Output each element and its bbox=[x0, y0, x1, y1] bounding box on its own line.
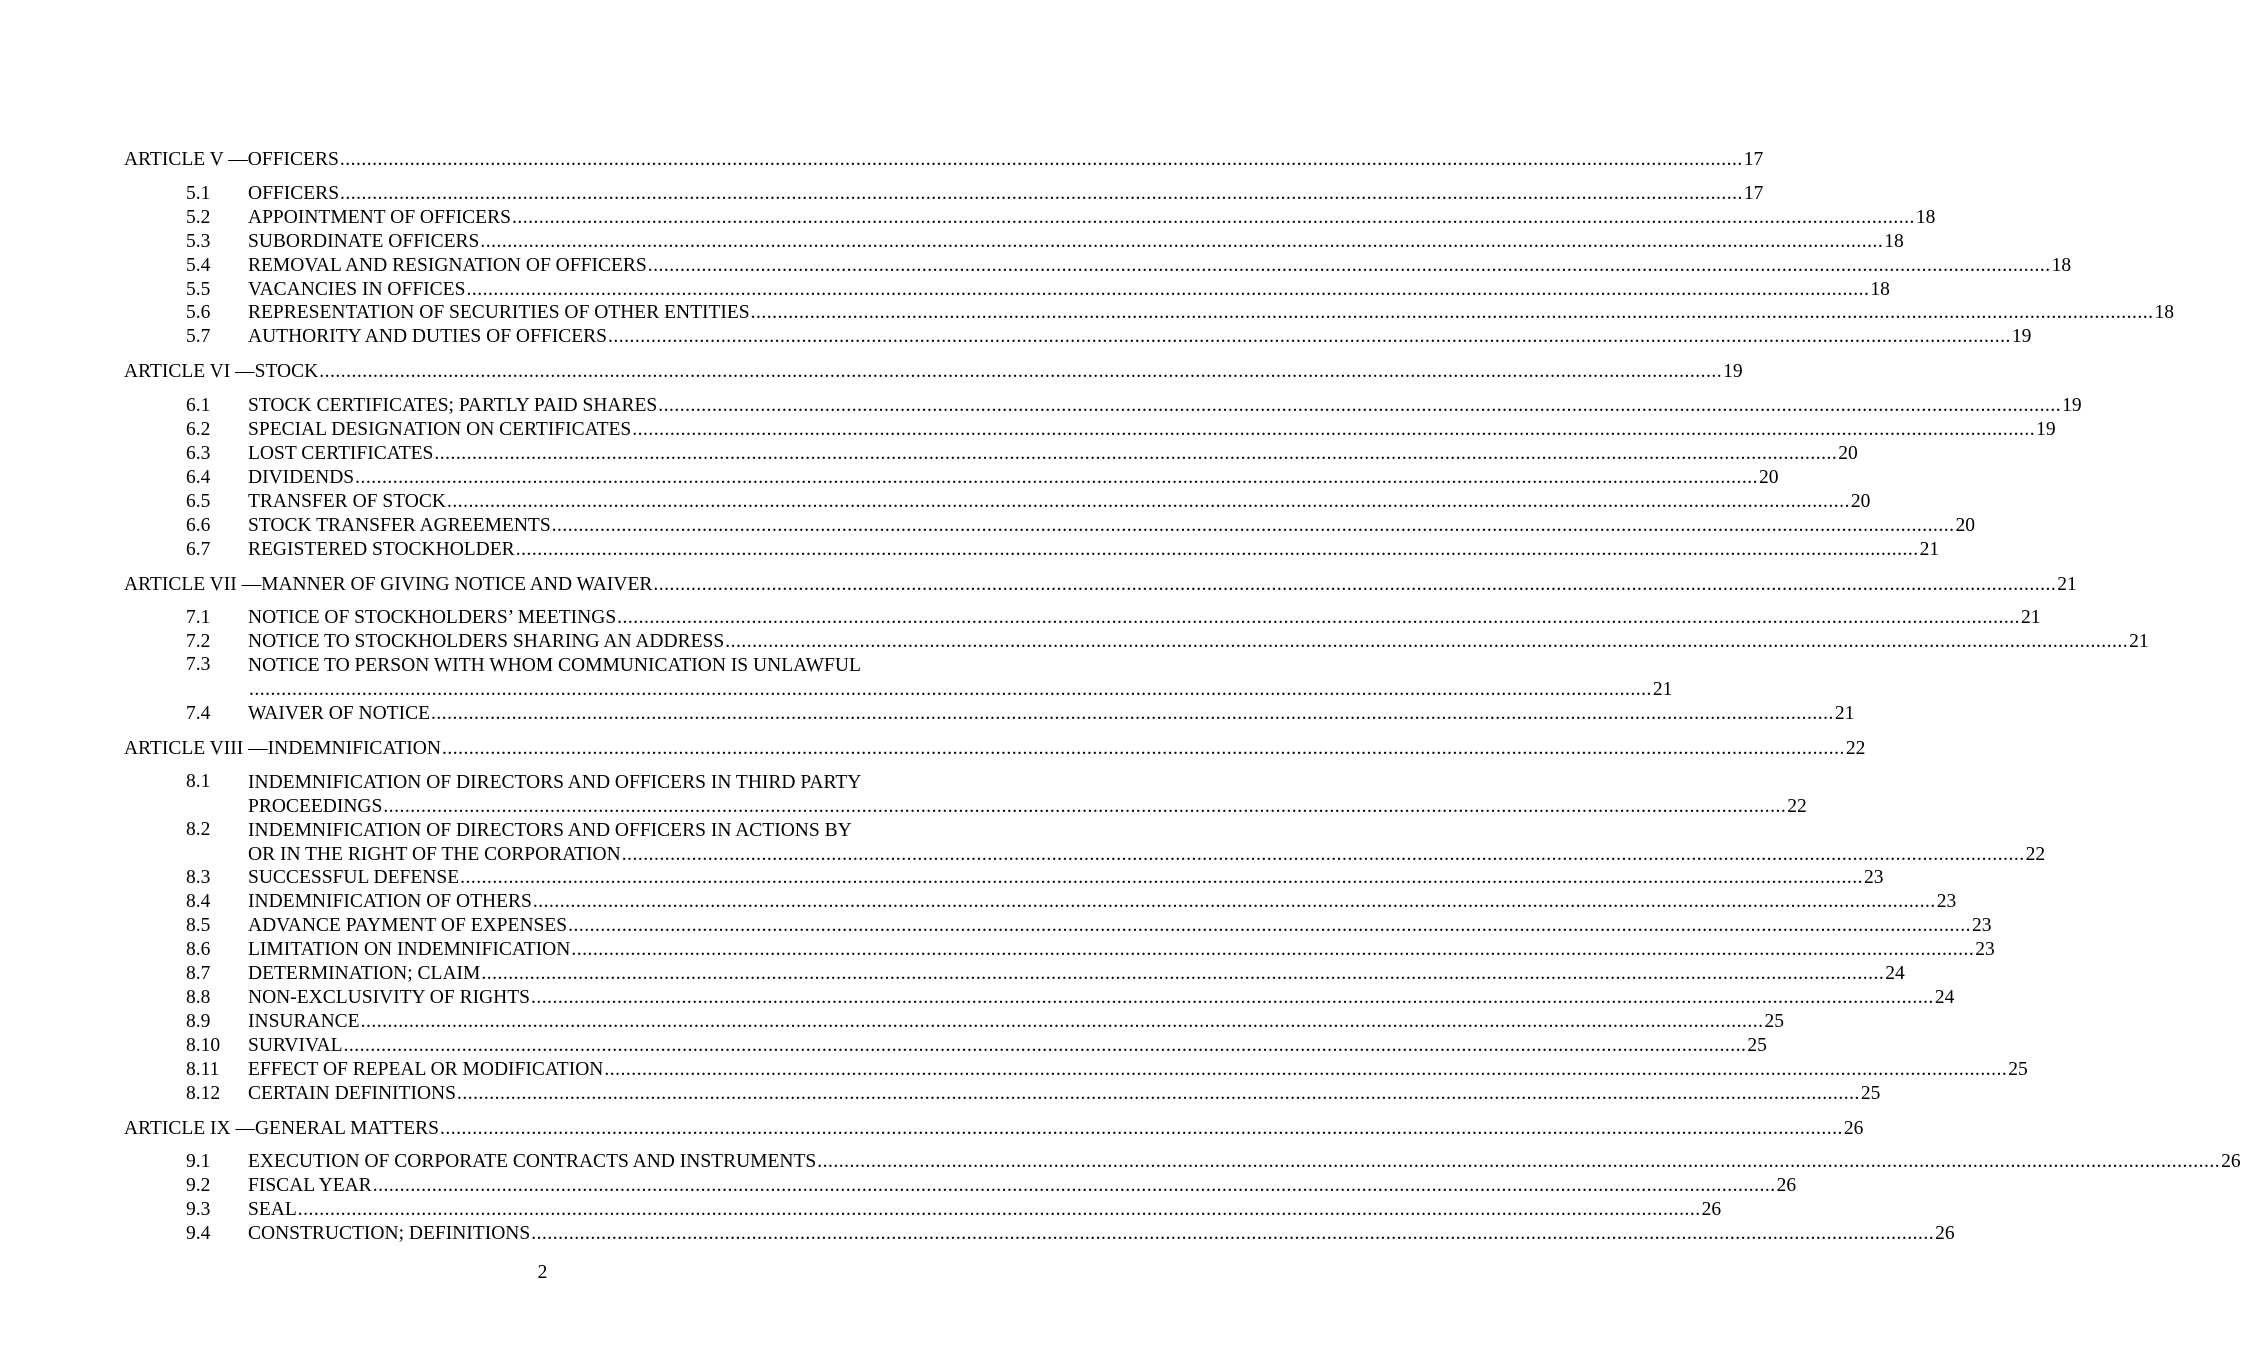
dot-leader bbox=[568, 914, 1971, 938]
section-title-continued: PROCEEDINGS bbox=[248, 795, 383, 817]
toc-section-entry[interactable] bbox=[124, 770, 1807, 819]
section-page-number: 18 bbox=[2051, 254, 2072, 276]
section-page-number: 23 bbox=[1936, 891, 1957, 913]
article-page-number: 22 bbox=[1845, 737, 1866, 759]
section-number: 7.2 bbox=[186, 631, 211, 653]
dot-leader bbox=[516, 538, 1919, 562]
section-page-number: 26 bbox=[1935, 1223, 1955, 1245]
section-page-number: 21 bbox=[2021, 607, 2041, 629]
section-number: 8.9 bbox=[186, 1010, 211, 1032]
dot-leader bbox=[319, 360, 1722, 384]
section-number: 5.7 bbox=[186, 326, 211, 348]
article-title: ARTICLE VI —STOCK bbox=[124, 361, 319, 383]
article-page-number: 21 bbox=[2057, 573, 2077, 595]
section-number: 5.2 bbox=[186, 206, 211, 228]
section-number: 6.7 bbox=[186, 538, 211, 560]
section-page-number: 22 bbox=[2025, 843, 2046, 865]
dot-leader bbox=[632, 418, 2035, 442]
section-page-number: 25 bbox=[2008, 1058, 2028, 1080]
section-title: SUCCESSFUL DEFENSE bbox=[248, 867, 460, 889]
section-title: NON-EXCLUSIVITY OF RIGHTS bbox=[248, 987, 531, 1008]
section-number: 6.1 bbox=[186, 395, 211, 417]
dot-leader bbox=[725, 630, 2128, 654]
section-title: REPRESENTATION OF SECURITIES OF OTHER ENTITIES bbox=[248, 302, 750, 324]
section-page-number: 23 bbox=[1975, 939, 1995, 961]
toc-section-entry[interactable] bbox=[124, 466, 1779, 490]
article-page-number: 17 bbox=[1743, 149, 1764, 170]
toc-section-entry[interactable] bbox=[124, 325, 2032, 349]
section-title-continued-line bbox=[248, 678, 1672, 702]
toc-section-entry[interactable] bbox=[124, 914, 1992, 938]
toc-section-entry[interactable] bbox=[124, 394, 2082, 418]
toc-section-entry[interactable] bbox=[124, 818, 2046, 867]
section-title: OFFICERS bbox=[248, 182, 340, 204]
section-page-number: 25 bbox=[1764, 1010, 1784, 1032]
section-page-number: 24 bbox=[1934, 987, 1955, 1008]
section-title: STOCK TRANSFER AGREEMENTS bbox=[248, 514, 551, 536]
toc-section-entry[interactable] bbox=[124, 938, 1995, 962]
section-title: SEAL bbox=[248, 1199, 297, 1221]
dot-leader bbox=[648, 254, 2051, 278]
section-number: 6.3 bbox=[186, 442, 211, 464]
section-page-number: 19 bbox=[2036, 419, 2056, 441]
section-page-number: 26 bbox=[2221, 1151, 2241, 1173]
section-number: 6.5 bbox=[186, 490, 211, 512]
dot-leader bbox=[434, 442, 1837, 466]
section-page-number: 21 bbox=[2129, 631, 2149, 653]
section-number: 8.8 bbox=[186, 987, 211, 1008]
section-title: REMOVAL AND RESIGNATION OF OFFICERS bbox=[248, 254, 647, 276]
dot-leader bbox=[447, 490, 1850, 514]
toc-section-entry[interactable] bbox=[124, 866, 1884, 890]
toc-section-entry[interactable] bbox=[124, 206, 1936, 230]
section-title: EXECUTION OF CORPORATE CONTRACTS AND INSTRUMENTS bbox=[248, 1151, 817, 1173]
section-number: 6.4 bbox=[186, 466, 211, 488]
section-title-continued-line bbox=[248, 795, 1807, 819]
section-page-number: 19 bbox=[2011, 326, 2032, 348]
toc-article-entry[interactable] bbox=[124, 1117, 1864, 1141]
section-title: VACANCIES IN OFFICES bbox=[248, 278, 466, 300]
section-number: 9.3 bbox=[186, 1199, 211, 1221]
dot-leader bbox=[531, 1222, 1934, 1246]
dot-leader bbox=[383, 795, 1786, 819]
dot-leader bbox=[604, 1058, 2007, 1082]
toc-section-entry[interactable] bbox=[124, 538, 1940, 562]
article-title: ARTICLE VIII —INDEMNIFICATION bbox=[124, 737, 441, 759]
section-title: ADVANCE PAYMENT OF EXPENSES bbox=[248, 915, 568, 937]
section-page-number: 21 bbox=[1919, 538, 1940, 560]
section-number: 9.2 bbox=[186, 1175, 211, 1197]
dot-leader bbox=[552, 514, 1955, 538]
dot-leader bbox=[466, 278, 1869, 302]
toc-article-entry[interactable] bbox=[124, 737, 1866, 761]
toc-section-entry[interactable] bbox=[124, 182, 1764, 206]
section-title: EFFECT OF REPEAL OR MODIFICATION bbox=[248, 1058, 604, 1080]
section-number: 8.7 bbox=[186, 963, 211, 985]
toc-section-entry[interactable] bbox=[124, 962, 1905, 986]
section-title: INSURANCE bbox=[248, 1010, 360, 1032]
toc-section-entry[interactable] bbox=[124, 1058, 2028, 1082]
dot-leader bbox=[533, 890, 1936, 914]
toc-section-entry[interactable] bbox=[124, 630, 2149, 654]
toc-section-entry[interactable] bbox=[124, 1010, 1784, 1034]
toc-section-entry[interactable] bbox=[124, 278, 1890, 302]
section-number: 8.6 bbox=[186, 939, 211, 961]
section-number: 8.11 bbox=[186, 1058, 220, 1080]
article-title: ARTICLE V —OFFICERS bbox=[124, 149, 339, 170]
article-page-number: 26 bbox=[1843, 1117, 1864, 1139]
section-title: AUTHORITY AND DUTIES OF OFFICERS bbox=[248, 326, 607, 348]
dot-leader bbox=[431, 702, 1834, 726]
toc-section-entry[interactable] bbox=[124, 986, 1955, 1010]
section-number: 7.1 bbox=[186, 607, 211, 629]
toc-section-entry[interactable] bbox=[124, 890, 1957, 914]
toc-section-entry[interactable] bbox=[124, 301, 2175, 325]
section-number: 6.6 bbox=[186, 514, 211, 536]
toc-article-entry[interactable] bbox=[124, 573, 2077, 597]
section-page-number: 18 bbox=[1915, 206, 1936, 228]
section-number: 5.4 bbox=[186, 254, 211, 276]
section-page-number: 23 bbox=[1972, 915, 1992, 937]
toc-section-entry[interactable] bbox=[124, 514, 1976, 538]
dot-leader bbox=[340, 148, 1743, 172]
section-number: 7.4 bbox=[186, 703, 211, 725]
section-page-number: 21 bbox=[1834, 703, 1855, 725]
dot-leader bbox=[751, 301, 2154, 325]
section-title: LOST CERTIFICATES bbox=[248, 442, 434, 464]
section-body bbox=[248, 771, 1807, 819]
dot-leader bbox=[355, 466, 1758, 490]
section-number: 9.4 bbox=[186, 1223, 211, 1245]
section-title: NOTICE OF STOCKHOLDERS’ MEETINGS bbox=[248, 607, 617, 629]
section-title: NOTICE TO STOCKHOLDERS SHARING AN ADDRESS bbox=[248, 631, 725, 653]
article-title: ARTICLE IX —GENERAL MATTERS bbox=[124, 1117, 439, 1139]
table-of-contents bbox=[124, 148, 2241, 1246]
section-title: CONSTRUCTION; DEFINITIONS bbox=[248, 1223, 531, 1245]
section-page-number: 25 bbox=[1860, 1082, 1881, 1104]
section-title-continued-line bbox=[248, 843, 2045, 867]
section-number: 5.6 bbox=[186, 302, 211, 324]
section-page-number: 19 bbox=[2062, 395, 2082, 417]
section-title: FISCAL YEAR bbox=[248, 1175, 372, 1197]
section-title: STOCK CERTIFICATES; PARTLY PAID SHARES bbox=[248, 395, 658, 417]
section-number: 8.2 bbox=[186, 818, 211, 840]
section-page-number: 23 bbox=[1864, 867, 1884, 889]
section-body bbox=[248, 654, 1672, 702]
section-page-number: 26 bbox=[1701, 1199, 1722, 1221]
section-page-number: 22 bbox=[1787, 795, 1807, 817]
dot-leader bbox=[512, 206, 1915, 230]
section-number: 8.3 bbox=[186, 867, 211, 889]
dot-leader bbox=[249, 678, 1652, 702]
section-number: 7.3 bbox=[186, 654, 211, 676]
dot-leader bbox=[608, 325, 2011, 349]
section-title: APPOINTMENT OF OFFICERS bbox=[248, 206, 511, 228]
dot-leader bbox=[531, 986, 1934, 1010]
section-title: SPECIAL DESIGNATION ON CERTIFICATES bbox=[248, 419, 632, 441]
section-title-continued: OR IN THE RIGHT OF THE CORPORATION bbox=[248, 843, 621, 865]
toc-section-entry[interactable] bbox=[124, 702, 1855, 726]
dot-leader bbox=[440, 1117, 1843, 1141]
section-title: CERTAIN DEFINITIONS bbox=[248, 1082, 456, 1104]
section-page-number: 18 bbox=[2154, 302, 2175, 324]
dot-leader bbox=[622, 843, 2025, 867]
section-number: 6.2 bbox=[186, 419, 211, 441]
dot-leader bbox=[361, 1010, 1764, 1034]
section-page-number: 17 bbox=[1743, 182, 1764, 204]
dot-leader bbox=[344, 1034, 1747, 1058]
section-title: INDEMNIFICATION OF DIRECTORS AND OFFICERS IN ACTIONS BY bbox=[248, 819, 852, 841]
section-title: DETERMINATION; CLAIM bbox=[248, 963, 481, 985]
section-title: SUBORDINATE OFFICERS bbox=[248, 230, 480, 252]
toc-section-entry[interactable] bbox=[124, 1198, 1722, 1222]
section-number: 8.12 bbox=[186, 1082, 221, 1104]
dot-leader bbox=[460, 866, 1863, 890]
toc-section-entry[interactable] bbox=[124, 606, 2041, 630]
toc-section-entry[interactable] bbox=[124, 418, 2056, 442]
dot-leader bbox=[617, 606, 2020, 630]
toc-article-entry[interactable] bbox=[124, 360, 1743, 384]
section-number: 8.5 bbox=[186, 915, 211, 937]
section-body bbox=[248, 819, 2045, 867]
dot-leader bbox=[457, 1082, 1860, 1106]
toc-section-entry[interactable] bbox=[124, 1174, 1797, 1198]
dot-leader bbox=[442, 737, 1845, 761]
article-title: ARTICLE VII —MANNER OF GIVING NOTICE AND WAIVER bbox=[124, 573, 653, 595]
dot-leader bbox=[658, 394, 2061, 418]
dot-leader bbox=[817, 1150, 2220, 1174]
toc-section-entry[interactable] bbox=[124, 1150, 2241, 1174]
section-number: 5.1 bbox=[186, 182, 211, 204]
toc-section-entry[interactable] bbox=[124, 490, 1871, 514]
section-title: WAIVER OF NOTICE bbox=[248, 703, 430, 725]
dot-leader bbox=[373, 1174, 1776, 1198]
section-number: 9.1 bbox=[186, 1151, 211, 1173]
toc-section-entry[interactable] bbox=[124, 1082, 1881, 1106]
section-title: LIMITATION ON INDEMNIFICATION bbox=[248, 939, 571, 961]
dot-leader bbox=[571, 938, 1974, 962]
section-number: 8.1 bbox=[186, 770, 211, 792]
section-page-number: 20 bbox=[1759, 466, 1779, 488]
dot-leader bbox=[298, 1198, 1701, 1222]
article-page-number: 19 bbox=[1723, 361, 1743, 383]
dot-leader bbox=[481, 962, 1884, 986]
dot-leader bbox=[653, 573, 2056, 597]
section-page-number: 18 bbox=[1870, 278, 1890, 300]
section-page-number: 21 bbox=[1652, 679, 1673, 701]
section-title: TRANSFER OF STOCK bbox=[248, 490, 446, 512]
toc-section-entry[interactable] bbox=[124, 442, 1858, 466]
toc-section-entry[interactable] bbox=[124, 1222, 1955, 1246]
section-title: REGISTERED STOCKHOLDER bbox=[248, 538, 515, 560]
section-title: NOTICE TO PERSON WITH WHOM COMMUNICATION IS UNLAWFUL bbox=[248, 655, 861, 677]
page-number: 2 bbox=[537, 1262, 548, 1283]
dot-leader bbox=[340, 182, 1743, 206]
section-title: DIVIDENDS bbox=[248, 466, 355, 488]
section-page-number: 26 bbox=[1776, 1175, 1797, 1197]
section-page-number: 20 bbox=[1955, 514, 1976, 536]
toc-section-entry[interactable] bbox=[124, 254, 2072, 278]
section-title: SURVIVAL bbox=[248, 1034, 343, 1056]
toc-section-entry[interactable] bbox=[124, 230, 1904, 254]
toc-section-entry[interactable] bbox=[124, 654, 1673, 702]
section-number: 8.4 bbox=[186, 891, 211, 913]
section-page-number: 25 bbox=[1747, 1034, 1767, 1056]
section-number: 8.10 bbox=[186, 1034, 221, 1056]
section-number: 5.3 bbox=[186, 230, 211, 252]
section-page-number: 24 bbox=[1885, 963, 1905, 985]
section-page-number: 20 bbox=[1838, 442, 1858, 464]
toc-section-entry[interactable] bbox=[124, 1034, 1767, 1058]
section-number: 5.5 bbox=[186, 278, 211, 300]
section-page-number: 20 bbox=[1850, 490, 1871, 512]
dot-leader bbox=[480, 230, 1883, 254]
section-title: INDEMNIFICATION OF DIRECTORS AND OFFICERS IN THIRD PARTY bbox=[248, 771, 862, 793]
section-title: INDEMNIFICATION OF OTHERS bbox=[248, 891, 532, 913]
section-page-number: 18 bbox=[1884, 230, 1904, 252]
toc-article-entry[interactable] bbox=[124, 148, 1764, 172]
